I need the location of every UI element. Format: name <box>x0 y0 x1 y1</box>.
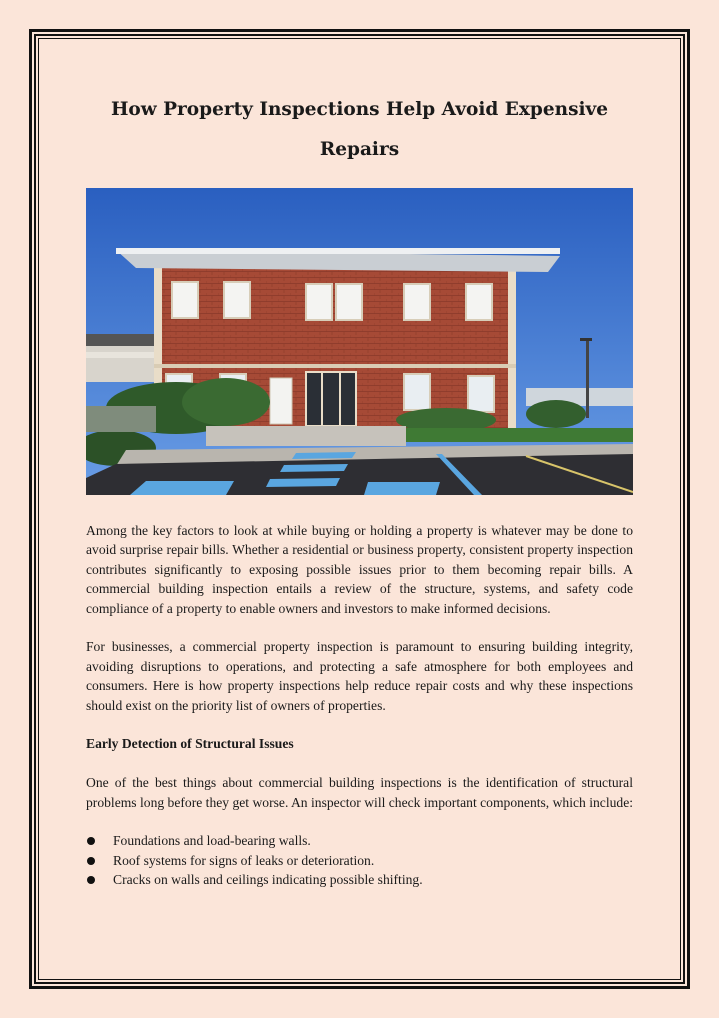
list-item <box>86 831 633 850</box>
bullet-icon <box>87 876 95 884</box>
list-item-text: Roof systems for signs of leaks or deterioration. <box>113 852 375 868</box>
section-paragraph: One of the best things about commercial building inspections is the identification of structural problems long before they get worse. An inspector will check important components, which include: <box>86 775 634 810</box>
bullet-icon <box>87 837 95 845</box>
inspection-list <box>86 831 633 889</box>
section-heading: Early Detection of Structural Issues <box>86 736 294 752</box>
document-body <box>86 521 633 890</box>
building-photo <box>86 188 633 495</box>
list-item <box>86 851 633 870</box>
list-item-text: Cracks on walls and ceilings indicating possible shifting. <box>113 872 423 888</box>
list-item-text: Foundations and load-bearing walls. <box>113 833 311 849</box>
bullet-icon <box>87 857 95 865</box>
list-item <box>86 870 633 889</box>
business-paragraph: For businesses, a commercial property inspection is paramount to ensuring building integrity, avoiding disruptions to operations, and protecting a safe atmosphere for both employees and consumers. Here is how property inspections help reduce repair costs and why these inspections should exist on the priority list of owners of properties. <box>86 639 633 713</box>
intro-paragraph: Among the key factors to look at while buying or holding a property is whatever may be done to avoid surprise repair bills. Whether a residential or business property, consistent property inspection contributes significantly to exposing possible issues prior to them becoming repair bills. A commercial building inspection entails a review of the structure, systems, and safety code compliance of a property to enable owners and investors to make informed decisions. <box>86 523 633 616</box>
document-title: How Property Inspections Help Avoid Expensive Repairs <box>110 99 609 160</box>
